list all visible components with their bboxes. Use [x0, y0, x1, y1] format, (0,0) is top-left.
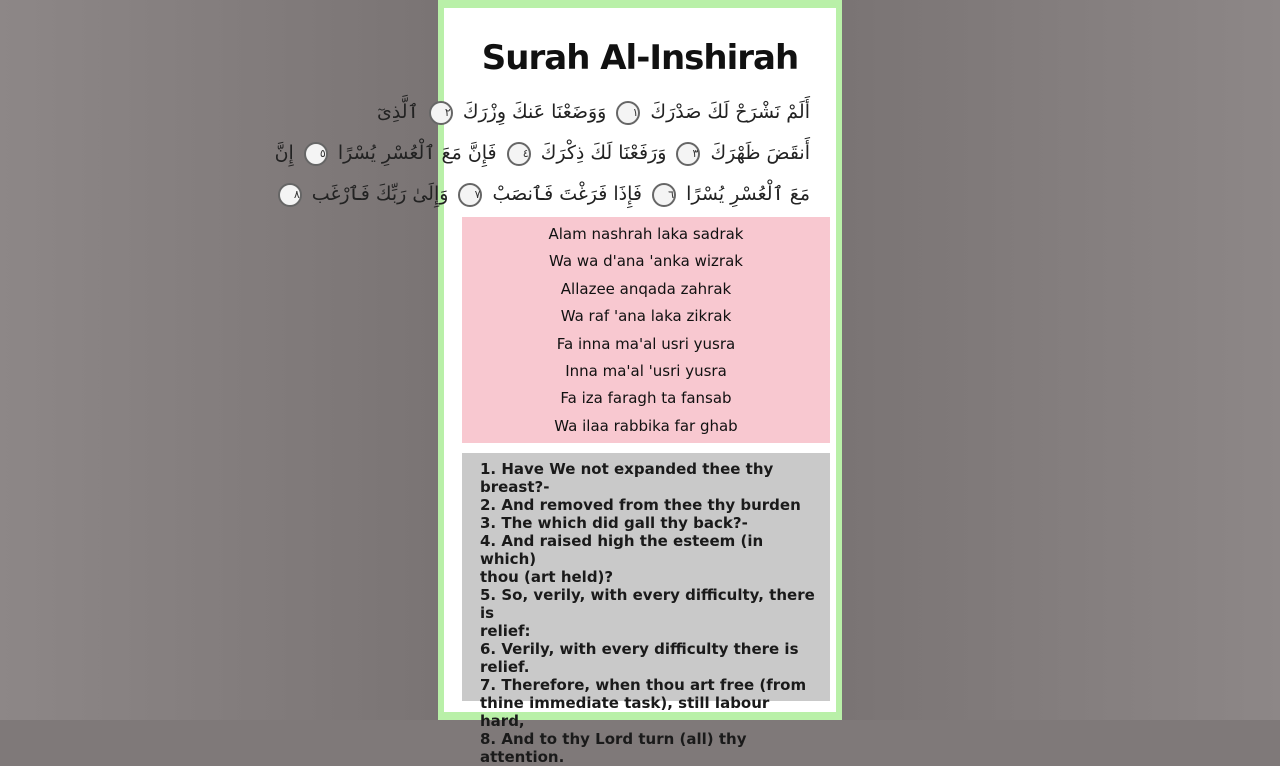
translation-line: 5. So, verily, with every difficulty, there is: [480, 586, 815, 622]
translation-line: thou (art held)?: [480, 568, 614, 586]
ayah-number-mark: ٦: [652, 183, 676, 207]
transliteration-line: Wa wa d'ana 'anka wizrak: [549, 252, 743, 271]
ayah-number-mark: ١: [616, 101, 640, 125]
ayah-number-mark: ٥: [304, 142, 328, 166]
page-title: Surah Al-Inshirah: [481, 38, 799, 78]
arabic-segment: إِنَّ: [274, 142, 294, 164]
arabic-text-block: [274, 92, 810, 215]
blurred-background-right: [842, 0, 1280, 720]
transliteration-line: Fa iza faragh ta fansab: [560, 389, 732, 408]
translation-line: 3. The which did gall thy back?-: [480, 514, 748, 532]
transliteration-line: Wa ilaa rabbika far ghab: [554, 416, 738, 435]
arabic-segment: وَوَضَعْنَا عَنكَ وِزْرَكَ: [456, 101, 607, 123]
arabic-line: [274, 133, 810, 174]
translation-line: relief:: [480, 622, 531, 640]
ayah-number-mark: ٧: [458, 183, 482, 207]
transliteration-line: Allazee anqada zahrak: [560, 279, 732, 298]
translation-line: relief.: [480, 658, 530, 676]
translation-line: 8. And to thy Lord turn (all) thy attention.: [480, 730, 747, 766]
transliteration-block: [462, 217, 830, 443]
ayah-number-mark: ٨: [278, 183, 302, 207]
transliteration-line: Inna ma'al 'usri yusra: [565, 361, 727, 380]
translation-line: thine immediate task), still labour hard,: [480, 694, 770, 730]
translation-line: 4. And raised high the esteem (in which): [480, 532, 764, 568]
translation-block: [462, 453, 830, 766]
ayah-number-mark: ٤: [507, 142, 531, 166]
arabic-segment: ٱلَّذِىٓ: [376, 101, 419, 123]
ayah-number-mark: ٢: [429, 101, 453, 125]
transliteration-line: Fa inna ma'al usri yusra: [556, 334, 736, 353]
arabic-line: [293, 174, 810, 215]
ayah-number-mark: ٣: [676, 142, 700, 166]
transliteration-line: Wa raf 'ana laka zikrak: [560, 307, 732, 326]
translation-line: 2. And removed from thee thy burden: [480, 496, 801, 514]
transliteration-line: Alam nashrah laka sadrak: [548, 225, 744, 243]
translation-line: breast?-: [480, 478, 550, 496]
blurred-background-left: [0, 0, 438, 720]
arabic-segment: فَإِنَّ مَعَ ٱلْعُسْرِ يُسْرًا: [331, 142, 497, 164]
arabic-segment: أَلَمْ نَشْرَحْ لَكَ صَدْرَكَ: [644, 101, 810, 123]
green-frame: [274, 0, 842, 766]
translation-line: 1. Have We not expanded thee thy: [480, 460, 774, 478]
translation-line: 6. Verily, with every difficulty there is: [480, 640, 799, 658]
arabic-segment: وَرَفَعْنَا لَكَ ذِكْرَكَ: [534, 142, 667, 164]
translation-line: 7. Therefore, when thou art free (from: [480, 676, 807, 694]
arabic-segment: مَعَ ٱلْعُسْرِ يُسْرًا: [680, 183, 810, 205]
arabic-segment: أَنقَضَ ظَهْرَكَ: [704, 142, 810, 164]
surah-card: [274, 8, 836, 766]
arabic-segment: وَإِلَىٰ رَبِّكَ فَٱرْغَب: [305, 183, 449, 205]
arabic-segment: فَإِذَا فَرَغْتَ فَٱنصَبْ: [486, 183, 643, 205]
arabic-line: [376, 92, 810, 133]
